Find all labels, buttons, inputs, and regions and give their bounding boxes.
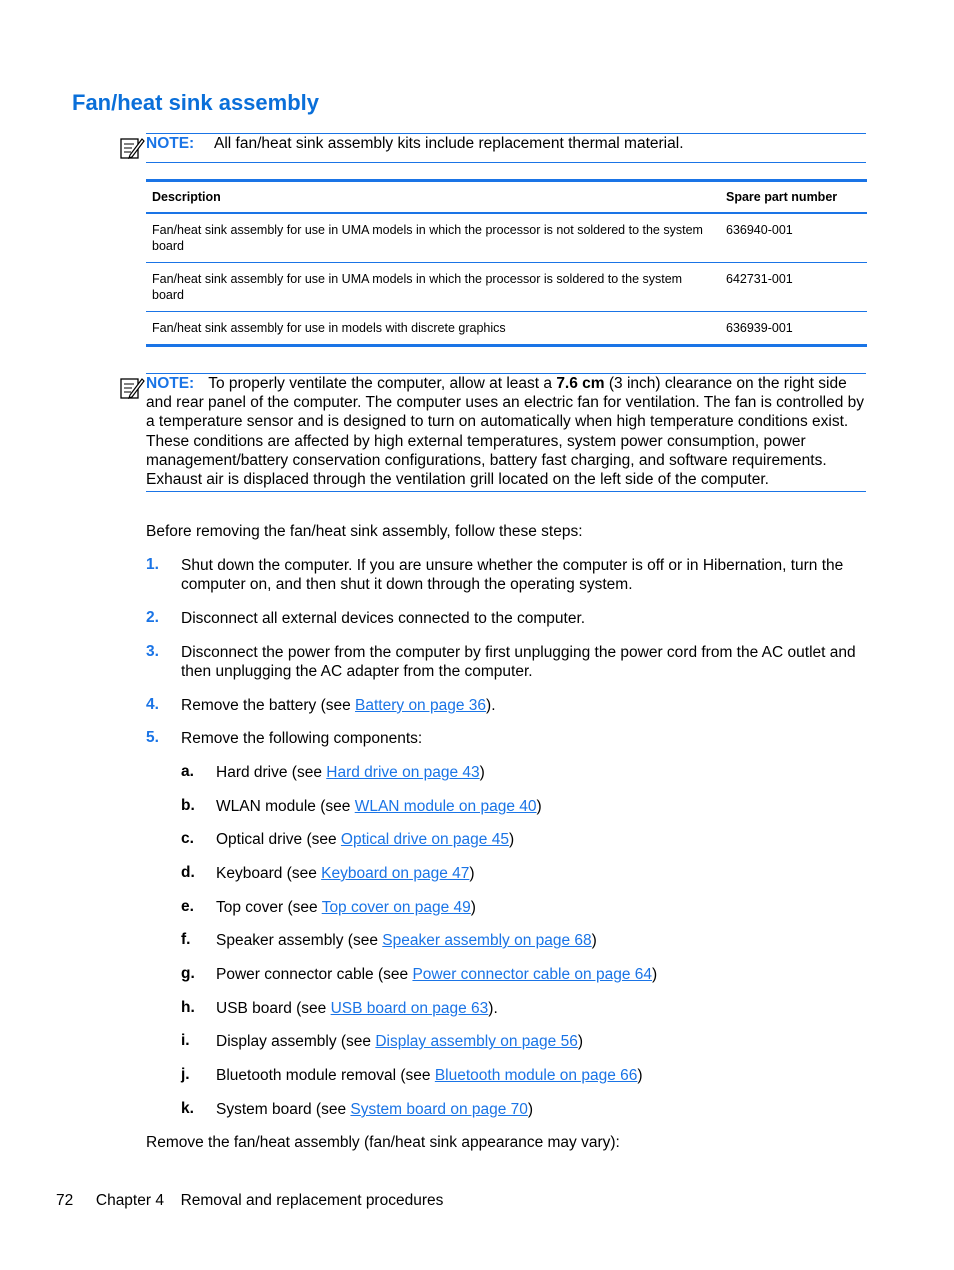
page-title: Fan/heat sink assembly (72, 90, 319, 115)
spare-parts-table (146, 179, 867, 347)
substep-text-before: WLAN module (see (216, 798, 355, 815)
step-number: 1. (146, 556, 159, 573)
footer-chapter-title: Removal and replacement procedures (180, 1192, 444, 1209)
substep-letter: k. (181, 1100, 194, 1117)
note-text (146, 134, 684, 153)
substep-text (216, 931, 597, 950)
substep-text-after: ) (536, 798, 542, 815)
substep-text (216, 1100, 533, 1119)
substep-text-after: ) (577, 1033, 584, 1050)
row-part-number: 642731-001 (726, 272, 793, 286)
note-pencil-icon (119, 135, 145, 161)
substep-letter: h. (181, 999, 195, 1016)
substep-text (216, 898, 476, 917)
substep-text-after: ) (479, 764, 485, 781)
step-number: 2. (146, 609, 159, 626)
note-body-end: (3 inch) clearance on the right side and rear panel of the computer. The computer uses an electric fan for ventilation. The fan is controlled by a temperature sensor and is designed to turn on automatically when high temperature conditions exist. These conditions are affected by high external temperatures, system power consumption, power management/battery conservation configurations, battery fast charging, and software requirements. Exhaust air is displaced through the ventilation grill located on the left side of the computer. (146, 375, 865, 489)
note-body-start: To properly ventilate the computer, allow at least a (208, 375, 552, 392)
substep-text (216, 797, 542, 816)
substep-text-before: Hard drive (see (216, 764, 327, 781)
substep-text-before: Power connector cable (see (216, 966, 413, 983)
row-part-number: 636939-001 (726, 321, 793, 335)
row-description: Fan/heat sink assembly for use in UMA models in which the processor is soldered to the system board (152, 272, 683, 302)
table-row (146, 213, 867, 263)
link-hard-drive[interactable]: Hard drive on page 43 (326, 764, 480, 781)
note-body: All fan/heat sink assembly kits include replacement thermal material. (213, 135, 684, 152)
substep-letter: e. (181, 898, 194, 915)
link-battery[interactable]: Battery on page 36 (355, 697, 487, 714)
substep-text-before: Keyboard (see (216, 865, 322, 882)
substep-text-before: System board (see (216, 1101, 351, 1118)
step-text: Disconnect the power from the computer by first unplugging the power cord from the AC outlet and then unplugging the AC adapter from the computer. (181, 644, 856, 681)
link-system-board[interactable]: System board on page 70 (350, 1101, 528, 1118)
step-text (181, 696, 496, 715)
substep-text-after: ) (469, 865, 475, 882)
substep-text (216, 830, 514, 849)
note-label: NOTE: (146, 135, 195, 152)
link-display-assembly[interactable]: Display assembly on page 56 (375, 1033, 578, 1050)
note-bold-value: 7.6 cm (556, 375, 605, 392)
step-text: Remove the following components: (181, 730, 423, 747)
step-text: Shut down the computer. If you are unsure whether the computer is off or in Hibernation, turn the computer on, and then shut it down through the operating system. (181, 557, 844, 594)
footer-chapter: Chapter 4 (95, 1192, 164, 1209)
row-description: Fan/heat sink assembly for use in UMA models in which the processor is not soldered to the system board (152, 223, 703, 253)
substep-letter: c. (181, 830, 194, 847)
column-header-part-number: Spare part number (726, 190, 838, 204)
note-box (146, 373, 866, 492)
row-part-number: 636940-001 (726, 223, 793, 237)
link-top-cover[interactable]: Top cover on page 49 (321, 899, 471, 916)
note-label: NOTE: (146, 375, 195, 392)
step-text-after: ). (486, 697, 496, 714)
substep-text (216, 965, 657, 984)
substep-text-after: ). (488, 1000, 498, 1017)
substep-text-after: ) (470, 899, 476, 916)
substep-text-before: Display assembly (see (216, 1033, 376, 1050)
substep-text (216, 763, 485, 782)
substep-text-before: Bluetooth module removal (see (216, 1067, 435, 1084)
substep-text-after: ) (591, 932, 597, 949)
link-power-connector-cable[interactable]: Power connector cable on page 64 (412, 966, 652, 983)
column-header-description: Description (152, 190, 221, 204)
substep-text-before: USB board (see (216, 1000, 331, 1017)
substep-letter: g. (181, 965, 195, 982)
substep-text-after: ) (508, 831, 515, 848)
substep-letter: i. (181, 1032, 190, 1049)
substep-letter: j. (181, 1066, 190, 1083)
substep-text-before: Top cover (see (216, 899, 322, 916)
page-number: 72 (56, 1192, 74, 1209)
link-keyboard[interactable]: Keyboard on page 47 (321, 865, 470, 882)
link-wlan-module[interactable]: WLAN module on page 40 (354, 798, 537, 815)
table-row (146, 312, 867, 346)
substep-text-after: ) (637, 1067, 643, 1084)
note-pencil-icon (119, 375, 145, 401)
step-number: 3. (146, 643, 159, 660)
substep-text-before: Optical drive (see (216, 831, 341, 848)
step-number: 5. (146, 729, 159, 746)
note-box (146, 133, 866, 163)
step-text-before: Remove the battery (see (181, 697, 356, 714)
substep-text (216, 999, 498, 1018)
intro-text: Before removing the fan/heat sink assembly, follow these steps: (146, 523, 583, 540)
substep-text (216, 864, 475, 883)
outro-text: Remove the fan/heat assembly (fan/heat sink appearance may vary): (146, 1134, 620, 1151)
step-text: Disconnect all external devices connected to the computer. (181, 610, 586, 627)
substep-text (216, 1032, 583, 1051)
substep-text-before: Speaker assembly (see (216, 932, 383, 949)
row-description: Fan/heat sink assembly for use in models with discrete graphics (152, 321, 506, 335)
substep-text (216, 1066, 643, 1085)
step-number: 4. (146, 696, 159, 713)
link-usb-board[interactable]: USB board on page 63 (330, 1000, 489, 1017)
substep-letter: b. (181, 797, 195, 814)
note-text (146, 374, 866, 489)
link-speaker-assembly[interactable]: Speaker assembly on page 68 (382, 932, 592, 949)
substep-letter: f. (181, 931, 191, 948)
link-bluetooth-module[interactable]: Bluetooth module on page 66 (434, 1067, 638, 1084)
substep-letter: d. (181, 864, 195, 881)
substep-text-after: ) (652, 966, 658, 983)
table-header-row (146, 181, 867, 214)
link-optical-drive[interactable]: Optical drive on page 45 (340, 831, 509, 848)
substep-letter: a. (181, 763, 194, 780)
table-row (146, 263, 867, 312)
page-footer (56, 1192, 443, 1210)
substep-text-after: ) (527, 1101, 534, 1118)
